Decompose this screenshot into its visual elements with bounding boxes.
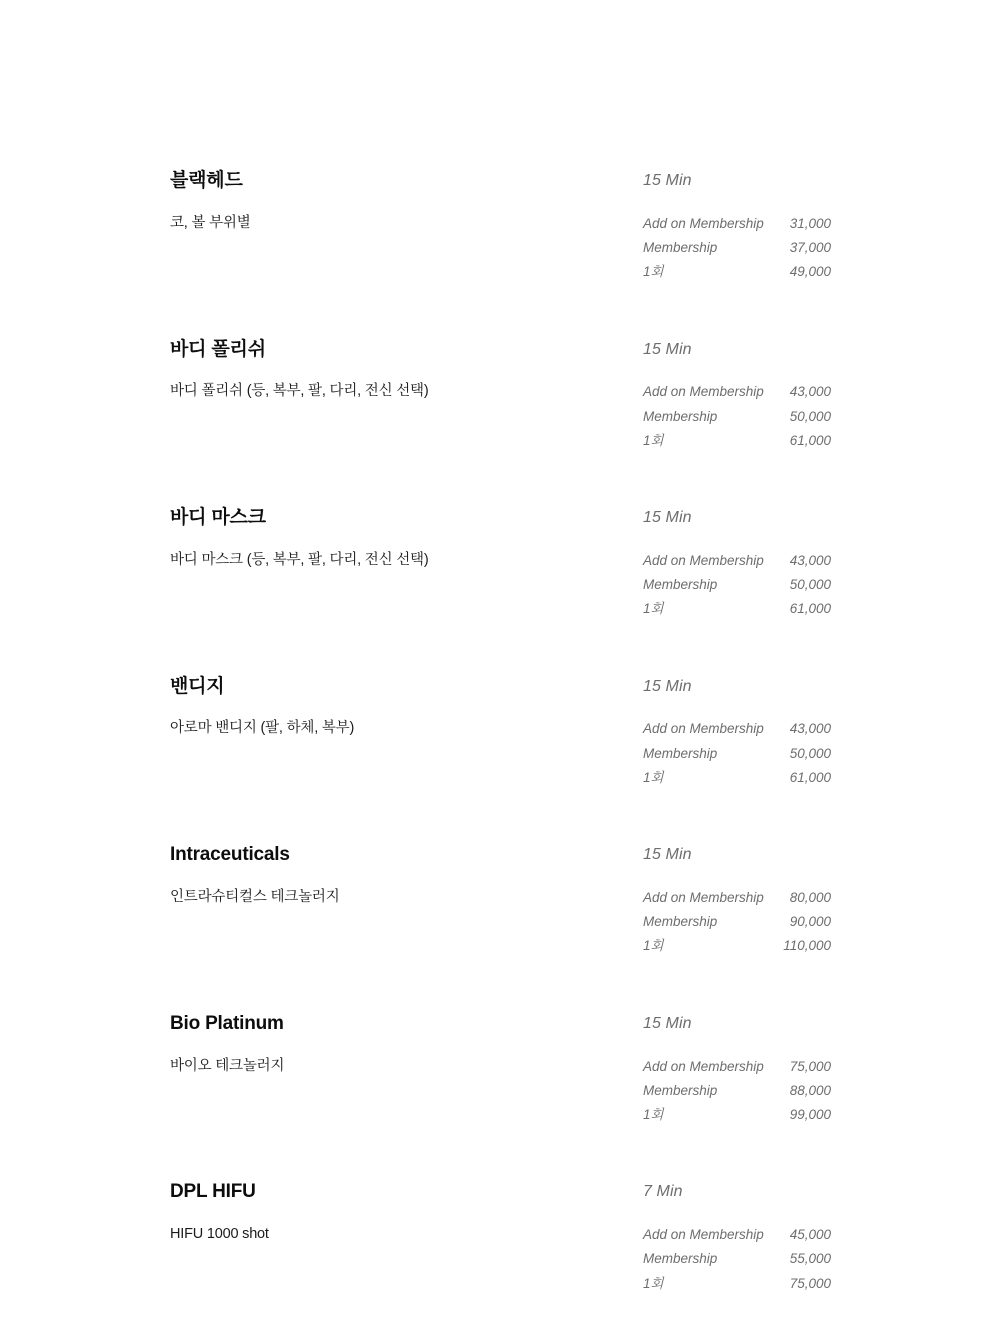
menu-item-price-col [640, 214, 850, 287]
price-label: Membership [643, 914, 718, 930]
menu-item-duration: 15 Min [643, 340, 692, 358]
menu-item-title-col [170, 507, 640, 551]
price-value: 99,000 [789, 1107, 831, 1123]
menu-item-description-col [170, 382, 640, 402]
price-table [643, 719, 831, 792]
price-value: 75,000 [789, 1058, 831, 1074]
price-label: Add on Membership [643, 721, 764, 737]
menu-item-title: 밴디지 [170, 675, 225, 697]
price-value: 50,000 [789, 408, 831, 424]
menu-item-title: Intraceuticals [170, 844, 290, 866]
menu-item-header [170, 1181, 850, 1225]
price-value: 55,000 [789, 1251, 831, 1267]
menu-item-duration: 7 Min [643, 1183, 683, 1201]
price-label: Add on Membership [643, 1058, 764, 1074]
menu-item [170, 170, 850, 287]
menu-item-description: 바이오 테크놀러지 [170, 1057, 285, 1074]
menu-item-duration-col [640, 1181, 850, 1223]
price-label: Add on Membership [643, 889, 764, 905]
price-row [643, 407, 831, 431]
menu-item-duration-col [640, 170, 850, 212]
menu-item-duration-col [640, 339, 850, 381]
menu-item-title: Bio Platinum [170, 1012, 284, 1034]
menu-item-description: 바디 마스크 (등, 복부, 팔, 다리, 전신 선택) [170, 551, 429, 568]
menu-item [170, 844, 850, 961]
menu-item-price-col [640, 888, 850, 961]
menu-item-header [170, 507, 850, 551]
menu-item-description-col [170, 888, 640, 908]
price-label: 1회 [643, 432, 664, 448]
menu-item-body [170, 1057, 850, 1130]
price-row [643, 431, 831, 455]
menu-item-description-col [170, 719, 640, 739]
price-label: Membership [643, 745, 718, 761]
menu-item-description: 인트라슈티컬스 테크놀러지 [170, 888, 340, 905]
menu-item-description: 아로마 밴디지 (팔, 하체, 복부) [170, 720, 355, 737]
menu-item-header [170, 676, 850, 720]
price-row [643, 575, 831, 599]
menu-item-body [170, 1225, 850, 1298]
price-value: 49,000 [789, 264, 831, 280]
price-value: 61,000 [789, 769, 831, 785]
menu-item-duration-col [640, 1013, 850, 1055]
price-label: Add on Membership [643, 1227, 764, 1243]
menu-item-description-col [170, 551, 640, 571]
menu-item-duration-col [640, 507, 850, 549]
price-label: 1회 [643, 264, 664, 280]
price-label: Add on Membership [643, 215, 764, 231]
price-label: Membership [643, 577, 718, 593]
menu-item-description-col [170, 1225, 640, 1245]
price-label: 1회 [643, 601, 664, 617]
menu-item-title-col [170, 1181, 640, 1225]
menu-item [170, 676, 850, 793]
menu-item-body [170, 382, 850, 455]
menu-item-title-col [170, 676, 640, 720]
menu-item [170, 1013, 850, 1130]
menu-item-title: 블랙헤드 [170, 170, 243, 191]
price-label: Add on Membership [643, 552, 764, 568]
menu-item-description: 바디 폴리쉬 (등, 복부, 팔, 다리, 전신 선택) [170, 383, 429, 400]
price-value: 80,000 [789, 889, 831, 905]
menu-item-duration: 15 Min [643, 1014, 692, 1032]
price-row [643, 1225, 831, 1249]
price-label: 1회 [643, 938, 664, 954]
price-row [643, 238, 831, 262]
price-row [643, 719, 831, 743]
menu-item [170, 1181, 850, 1298]
price-row [643, 936, 831, 960]
price-label: Membership [643, 240, 718, 256]
menu-item-title: 바디 폴리쉬 [170, 338, 266, 360]
price-value: 50,000 [789, 577, 831, 593]
price-value: 45,000 [789, 1227, 831, 1243]
menu-item-header [170, 844, 850, 888]
price-value: 88,000 [789, 1082, 831, 1098]
price-row [643, 1105, 831, 1129]
price-table [643, 382, 831, 455]
menu-item-body [170, 888, 850, 961]
menu-item-title-col [170, 170, 640, 214]
menu-item-list [170, 170, 850, 1298]
menu-item-header [170, 339, 850, 383]
price-value: 43,000 [789, 721, 831, 737]
price-value: 90,000 [789, 914, 831, 930]
price-value: 37,000 [789, 240, 831, 256]
price-row [643, 1274, 831, 1298]
menu-item-duration-col [640, 676, 850, 718]
menu-item-price-col [640, 551, 850, 624]
price-label: Add on Membership [643, 384, 764, 400]
price-row [643, 912, 831, 936]
menu-item-duration-col [640, 844, 850, 886]
price-label: 1회 [643, 1275, 664, 1291]
menu-item-price-col [640, 1225, 850, 1298]
price-table [643, 214, 831, 287]
menu-item-body [170, 214, 850, 287]
price-row [643, 768, 831, 792]
price-value: 43,000 [789, 384, 831, 400]
price-table [643, 1057, 831, 1130]
price-label: Membership [643, 1251, 718, 1267]
menu-item-description-col [170, 1057, 640, 1077]
menu-item-description: 코, 볼 부위별 [170, 214, 251, 231]
menu-item-description: HIFU 1000 shot [170, 1226, 269, 1243]
menu-item-body [170, 719, 850, 792]
price-value: 61,000 [789, 432, 831, 448]
price-row [643, 382, 831, 406]
price-value: 43,000 [789, 552, 831, 568]
price-table [643, 888, 831, 961]
price-value: 31,000 [789, 215, 831, 231]
menu-item-duration: 15 Min [643, 846, 692, 864]
price-row [643, 1249, 831, 1273]
price-row [643, 551, 831, 575]
menu-item-header [170, 1013, 850, 1057]
price-row [643, 1057, 831, 1081]
price-row [643, 744, 831, 768]
menu-item [170, 339, 850, 456]
menu-item-title-col [170, 1013, 640, 1057]
price-value: 61,000 [789, 601, 831, 617]
menu-item-price-col [640, 382, 850, 455]
menu-item-price-col [640, 719, 850, 792]
price-row [643, 888, 831, 912]
price-row [643, 599, 831, 623]
menu-item-header [170, 170, 850, 214]
price-value: 75,000 [789, 1275, 831, 1291]
price-table [643, 1225, 831, 1298]
menu-item-description-col [170, 214, 640, 234]
menu-item-title: DPL HIFU [170, 1181, 256, 1203]
price-row [643, 1081, 831, 1105]
menu-item-title-col [170, 339, 640, 383]
menu-item-price-col [640, 1057, 850, 1130]
price-label: 1회 [643, 1107, 664, 1123]
menu-item-title-col [170, 844, 640, 888]
price-label: 1회 [643, 769, 664, 785]
price-label: Membership [643, 408, 718, 424]
price-table [643, 551, 831, 624]
price-row [643, 214, 831, 238]
menu-item-body [170, 551, 850, 624]
menu-item-duration: 15 Min [643, 509, 692, 527]
price-row [643, 262, 831, 286]
menu-item [170, 507, 850, 624]
price-value: 50,000 [789, 745, 831, 761]
price-label: Membership [643, 1082, 718, 1098]
menu-item-title: 바디 마스크 [170, 507, 266, 529]
menu-item-duration: 15 Min [643, 677, 692, 695]
menu-item-duration: 15 Min [643, 172, 692, 189]
price-value: 110,000 [783, 938, 831, 954]
